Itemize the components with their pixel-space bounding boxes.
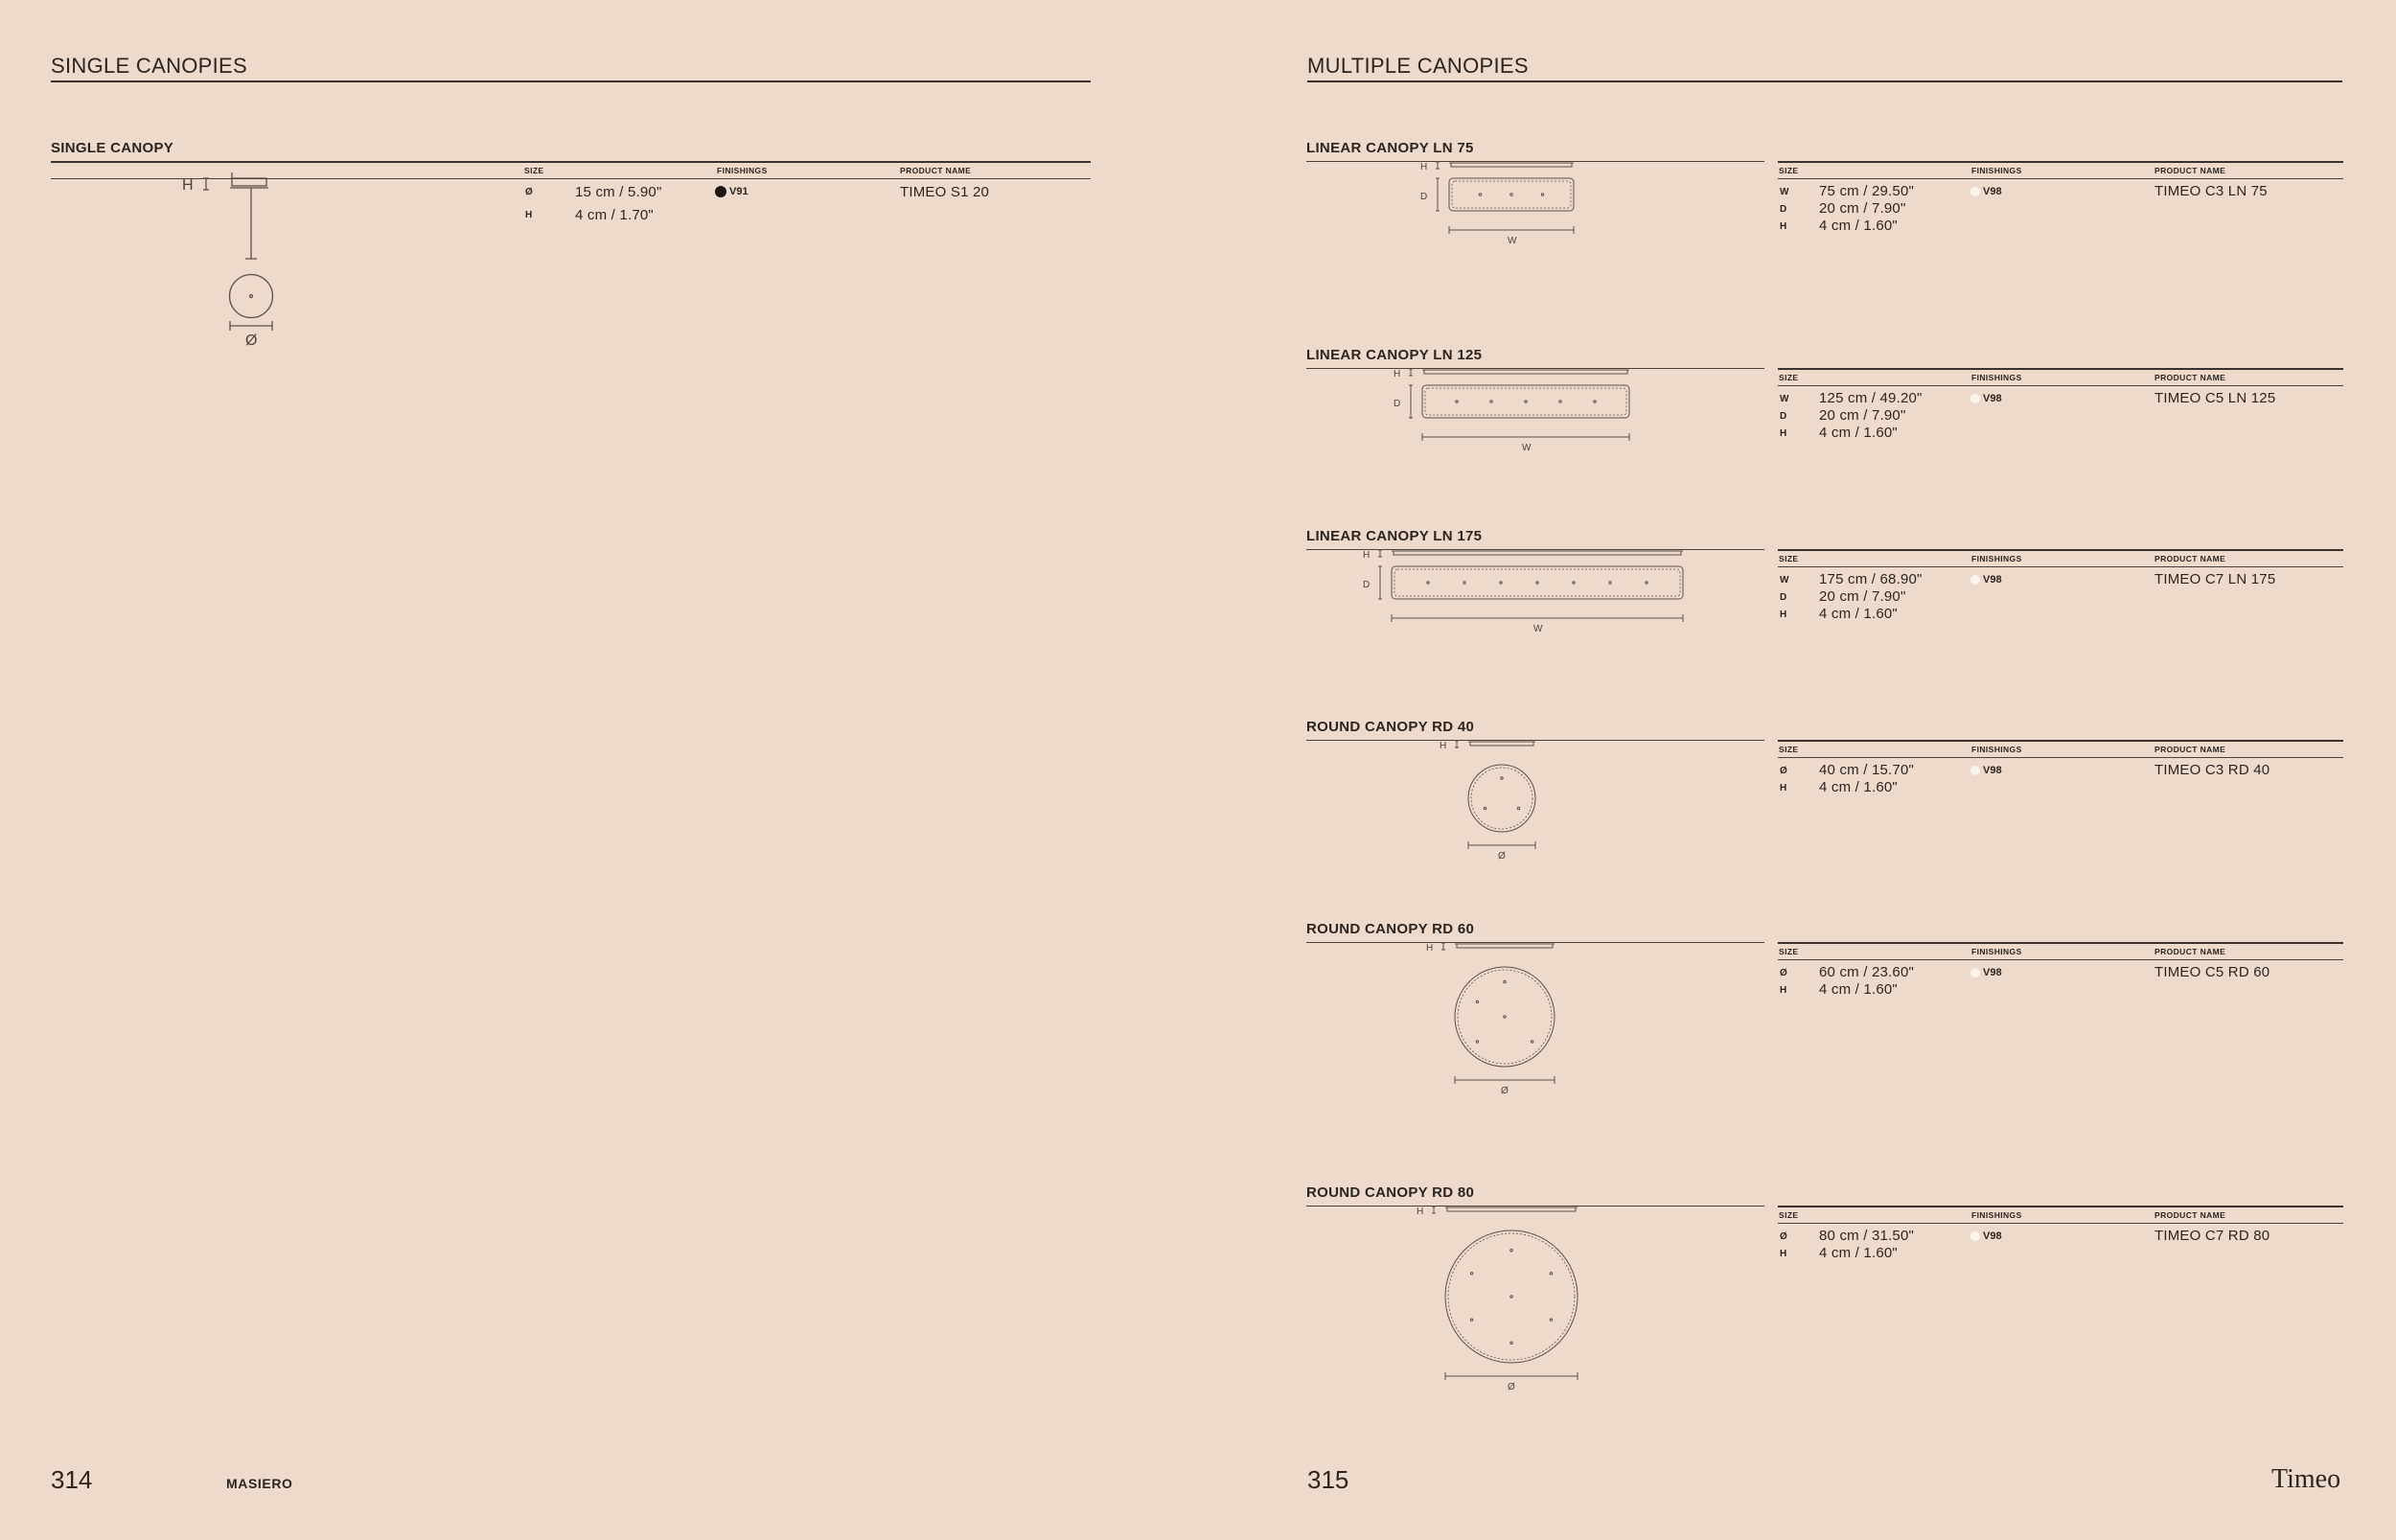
product-name: TIMEO C3 LN 75	[2154, 183, 2268, 199]
size-value: 60 cm / 23.60"	[1819, 964, 1915, 980]
header-product-name: PRODUCT NAME	[2154, 1210, 2226, 1220]
size-value: 4 cm / 1.60"	[1819, 1245, 1898, 1261]
size-value: 125 cm / 49.20"	[1819, 390, 1923, 406]
size-label: D	[1780, 204, 1787, 215]
header-finishings: FINISHINGS	[1971, 554, 2022, 563]
header-size: SIZE	[1779, 554, 1799, 563]
size-value: 40 cm / 15.70"	[1819, 762, 1915, 778]
timeo-logo: Timeo	[2271, 1464, 2341, 1494]
size-label: D	[1780, 411, 1787, 422]
header-size: SIZE	[1779, 947, 1799, 956]
color-swatch-icon	[1970, 766, 1980, 775]
finishing-swatch	[1970, 393, 2002, 404]
page-number: 315	[1307, 1465, 1349, 1494]
dim-label-h: H	[1420, 162, 1428, 172]
dim-label-h: H	[1394, 369, 1401, 379]
size-value: 4 cm / 1.60"	[1819, 425, 1898, 441]
dim-label-h: H	[182, 177, 194, 194]
block-rule	[1778, 549, 2343, 551]
block-rule	[1778, 368, 2343, 370]
size-value: 20 cm / 7.90"	[1819, 588, 1906, 605]
finishing-swatch	[1970, 1230, 2002, 1242]
size-value: 4 cm / 1.60"	[1819, 779, 1898, 795]
size-value: 20 cm / 7.90"	[1819, 200, 1906, 217]
block-title: LINEAR CANOPY LN 125	[1306, 347, 1483, 363]
finishing-code: V91	[729, 186, 749, 197]
block-title-single-canopy: SINGLE CANOPY	[51, 140, 174, 156]
size-value: 4 cm / 1.60"	[1819, 218, 1898, 234]
product-name: TIMEO C5 RD 60	[2154, 964, 2270, 980]
size-value: 75 cm / 29.50"	[1819, 183, 1915, 199]
size-label: H	[1780, 783, 1787, 793]
finishing-code: V98	[1983, 967, 2002, 978]
size-value: 15 cm / 5.90"	[575, 184, 662, 200]
header-product-name: PRODUCT NAME	[2154, 373, 2226, 382]
size-label: W	[1780, 187, 1789, 197]
finishing-code: V98	[1983, 765, 2002, 776]
size-value: 4 cm / 1.70"	[575, 207, 654, 223]
product-name: TIMEO S1 20	[900, 184, 990, 200]
color-swatch-icon	[715, 186, 726, 197]
section-rule	[1307, 80, 2342, 82]
product-name: TIMEO C7 LN 175	[2154, 571, 2276, 587]
page-number: 314	[51, 1465, 93, 1494]
block-title: ROUND CANOPY RD 40	[1306, 719, 1475, 735]
size-value: 4 cm / 1.60"	[1819, 606, 1898, 622]
block-title: ROUND CANOPY RD 80	[1306, 1184, 1475, 1201]
header-product-name: PRODUCT NAME	[900, 166, 972, 175]
finishing-swatch	[1970, 765, 2002, 776]
finishing-swatch	[1970, 967, 2002, 978]
size-label: W	[1780, 394, 1789, 404]
dim-label-w: W	[1533, 624, 1543, 634]
dim-label-h: H	[1440, 741, 1447, 751]
dim-label-w: W	[1508, 236, 1517, 246]
size-label: H	[1780, 609, 1787, 620]
canopy-drawing-icon	[1306, 940, 1766, 1170]
dim-label-d: D	[1394, 399, 1401, 409]
block-header-rule	[1778, 757, 2343, 758]
pendant-drawing-icon	[173, 172, 307, 355]
dim-label-w: W	[1522, 443, 1532, 453]
section-rule	[51, 80, 1091, 82]
block-rule	[1778, 1206, 2343, 1207]
header-finishings: FINISHINGS	[1971, 745, 2022, 754]
header-finishings: FINISHINGS	[1971, 947, 2022, 956]
dim-label-d: Ø	[245, 333, 258, 349]
dim-label-d: Ø	[1508, 1382, 1515, 1392]
size-label: Ø	[1780, 968, 1787, 978]
block-header-rule	[1778, 1223, 2343, 1224]
color-swatch-icon	[1970, 394, 1980, 403]
dim-label-d: Ø	[1501, 1086, 1509, 1096]
color-swatch-icon	[1970, 1231, 1980, 1241]
header-size: SIZE	[524, 166, 544, 175]
size-label: W	[1780, 575, 1789, 586]
size-label: H	[1780, 428, 1787, 439]
finishing-code: V98	[1983, 574, 2002, 586]
size-label: Ø	[525, 187, 533, 197]
block-header-rule	[1778, 959, 2343, 960]
size-value: 20 cm / 7.90"	[1819, 407, 1906, 424]
block-header-rule	[1778, 566, 2343, 567]
size-value: 175 cm / 68.90"	[1819, 571, 1923, 587]
size-label: D	[1780, 592, 1787, 603]
header-size: SIZE	[1779, 166, 1799, 175]
header-size: SIZE	[1779, 373, 1799, 382]
header-finishings: FINISHINGS	[1971, 1210, 2022, 1220]
block-header-rule	[1778, 385, 2343, 386]
dim-label-h: H	[1417, 1207, 1424, 1217]
dim-label-d: D	[1420, 192, 1428, 202]
size-label: H	[1780, 221, 1787, 232]
finishing-code: V98	[1983, 1230, 2002, 1242]
finishing-swatch	[1970, 186, 2002, 197]
header-finishings: FINISHINGS	[1971, 166, 2022, 175]
brand-name: MASIERO	[226, 1476, 293, 1491]
header-product-name: PRODUCT NAME	[2154, 947, 2226, 956]
size-label: H	[1780, 1249, 1787, 1259]
header-product-name: PRODUCT NAME	[2154, 554, 2226, 563]
block-rule	[1778, 942, 2343, 944]
product-name: TIMEO C3 RD 40	[2154, 762, 2270, 778]
size-value: 4 cm / 1.60"	[1819, 981, 1898, 998]
block-header-rule	[1778, 178, 2343, 179]
size-label: Ø	[1780, 766, 1787, 776]
finishing-code: V98	[1983, 186, 2002, 197]
dim-label-h: H	[1363, 550, 1371, 561]
block-title: ROUND CANOPY RD 60	[1306, 921, 1475, 937]
finishing-swatch	[1970, 574, 2002, 586]
block-title: LINEAR CANOPY LN 175	[1306, 528, 1483, 544]
dim-label-d: D	[1363, 580, 1371, 590]
size-value: 80 cm / 31.50"	[1819, 1228, 1915, 1244]
header-product-name: PRODUCT NAME	[2154, 166, 2226, 175]
canopy-drawing-icon	[1306, 1204, 1766, 1434]
header-product-name: PRODUCT NAME	[2154, 745, 2226, 754]
product-name: TIMEO C5 LN 125	[2154, 390, 2276, 406]
dim-label-h: H	[1426, 943, 1434, 954]
color-swatch-icon	[1970, 968, 1980, 977]
block-rule	[1778, 161, 2343, 163]
finishing-code: V98	[1983, 393, 2002, 404]
block-rule	[51, 161, 1091, 163]
header-finishings: FINISHINGS	[1971, 373, 2022, 382]
color-swatch-icon	[1970, 575, 1980, 585]
section-title-multiple-canopies: MULTIPLE CANOPIES	[1307, 54, 1529, 78]
block-rule	[1778, 740, 2343, 742]
finishing-swatch	[715, 186, 749, 197]
size-label: H	[525, 210, 533, 220]
block-title: LINEAR CANOPY LN 75	[1306, 140, 1474, 156]
header-size: SIZE	[1779, 745, 1799, 754]
size-label: H	[1780, 985, 1787, 996]
header-finishings: FINISHINGS	[717, 166, 768, 175]
product-name: TIMEO C7 RD 80	[2154, 1228, 2270, 1244]
section-title-single-canopies: SINGLE CANOPIES	[51, 54, 248, 78]
header-size: SIZE	[1779, 1210, 1799, 1220]
size-label: Ø	[1780, 1231, 1787, 1242]
color-swatch-icon	[1970, 187, 1980, 196]
dim-label-d: Ø	[1498, 851, 1506, 862]
